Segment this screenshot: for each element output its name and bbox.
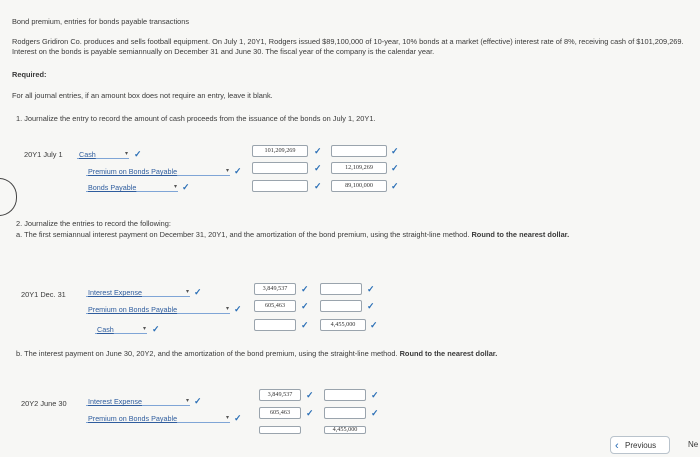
entry2a-debit-3[interactable] — [254, 319, 296, 331]
problem-intro: Rodgers Gridiron Co. produces and sells football equipment. On July 1, 20Y1, Rodgers issued $89,100,000 of 10-year, 10% bonds at a market (effective) interest rate of 8%, receiving cash of $101,209,269. Interest on the bonds is payable semiannually on December 31 and June 30. The fiscal year of the company is the calendar year. — [12, 37, 684, 56]
check-icon: ✓ — [182, 182, 190, 192]
check-icon: ✓ — [370, 320, 378, 330]
chevron-down-icon: ▾ — [225, 415, 229, 421]
entry2b-credit-2[interactable] — [324, 407, 366, 419]
check-icon: ✓ — [194, 287, 202, 297]
entry2b-credit-1[interactable] — [324, 389, 366, 401]
check-icon: ✓ — [134, 149, 142, 159]
entry2a-credit-1[interactable] — [320, 283, 362, 295]
entry1-credit-1[interactable] — [331, 145, 387, 157]
check-icon: ✓ — [314, 146, 322, 156]
entry2b-account-select-2[interactable]: Premium on Bonds Payable ▾ — [88, 414, 229, 423]
check-icon: ✓ — [314, 163, 322, 173]
check-icon: ✓ — [371, 390, 379, 400]
entry1-credit-3[interactable]: 89,100,000 — [331, 180, 387, 192]
entry2a-account-select-1[interactable]: Interest Expense ▾ — [88, 288, 189, 297]
entry1-credit-2[interactable]: 12,109,269 — [331, 162, 387, 174]
check-icon: ✓ — [314, 181, 322, 191]
chevron-left-icon: ‹ — [615, 440, 619, 452]
check-icon: ✓ — [391, 181, 399, 191]
check-icon: ✓ — [234, 304, 242, 314]
check-icon: ✓ — [152, 324, 160, 334]
check-icon: ✓ — [391, 146, 399, 156]
check-icon: ✓ — [301, 301, 309, 311]
entry1-account-select-3[interactable]: Bonds Payable ▾ — [88, 183, 177, 192]
check-icon: ✓ — [306, 408, 314, 418]
entry1-debit-2[interactable] — [252, 162, 308, 174]
entry2a-debit-1[interactable]: 3,849,537 — [254, 283, 296, 295]
entry2a-account-select-3[interactable]: Cash ▾ — [97, 325, 146, 334]
entry2a-credit-3[interactable]: 4,455,000 — [320, 319, 366, 331]
entry2a-credit-2[interactable] — [320, 300, 362, 312]
entry2b-debit-3[interactable] — [259, 426, 301, 434]
entry2b-credit-3[interactable]: 4,455,000 — [324, 426, 366, 434]
check-icon: ✓ — [301, 320, 309, 330]
check-icon: ✓ — [371, 408, 379, 418]
entry1-account-select-1[interactable]: Cash ▾ — [79, 150, 128, 159]
entry2b-date: 20Y2 June 30 — [21, 399, 67, 408]
entry2b-debit-1[interactable]: 3,849,537 — [259, 389, 301, 401]
chevron-down-icon: ▾ — [124, 151, 128, 157]
check-icon: ✓ — [391, 163, 399, 173]
check-icon: ✓ — [367, 284, 375, 294]
chevron-down-icon: ▾ — [173, 184, 177, 190]
entry1-debit-3[interactable] — [252, 180, 308, 192]
check-icon: ✓ — [367, 301, 375, 311]
question-2a: a. The first semiannual interest payment on December 31, 20Y1, and the amortization of the bond premium, using the straight-line method. Round to the nearest dollar. — [16, 230, 570, 239]
page-title: Bond premium, entries for bonds payable transactions — [12, 17, 190, 26]
check-icon: ✓ — [306, 390, 314, 400]
instruction-text: For all journal entries, if an amount box does not require an entry, leave it blank. — [12, 91, 273, 100]
chevron-down-icon: ▾ — [225, 168, 229, 174]
entry2a-account-select-2[interactable]: Premium on Bonds Payable ▾ — [88, 305, 229, 314]
entry2b-account-select-1[interactable]: Interest Expense ▾ — [88, 397, 189, 406]
check-icon: ✓ — [234, 166, 242, 176]
collapse-panel-arrow[interactable] — [0, 178, 17, 216]
entry1-date: 20Y1 July 1 — [24, 150, 63, 159]
entry2b-debit-2[interactable]: 605,463 — [259, 407, 301, 419]
entry1-account-select-2[interactable]: Premium on Bonds Payable ▾ — [88, 167, 229, 176]
chevron-down-icon: ▾ — [225, 306, 229, 312]
check-icon: ✓ — [301, 284, 309, 294]
chevron-down-icon: ▾ — [185, 398, 189, 404]
entry2a-date: 20Y1 Dec. 31 — [21, 290, 66, 299]
previous-button[interactable]: ‹ Previous — [610, 436, 670, 454]
check-icon: ✓ — [194, 396, 202, 406]
question-2: 2. Journalize the entries to record the following: — [16, 219, 171, 228]
question-2b: b. The interest payment on June 30, 20Y2, and the amortization of the bond premium, using the straight-line method. Round to the nearest dollar. — [16, 349, 498, 358]
next-button[interactable]: Ne — [688, 440, 699, 449]
required-label: Required: — [12, 70, 47, 79]
entry1-debit-1[interactable]: 101,209,269 — [252, 145, 308, 157]
chevron-down-icon: ▾ — [142, 326, 146, 332]
check-icon: ✓ — [234, 413, 242, 423]
question-1: 1. Journalize the entry to record the amount of cash proceeds from the issuance of the bonds on July 1, 20Y1. — [16, 114, 376, 123]
entry2a-debit-2[interactable]: 605,463 — [254, 300, 296, 312]
chevron-down-icon: ▾ — [185, 289, 189, 295]
